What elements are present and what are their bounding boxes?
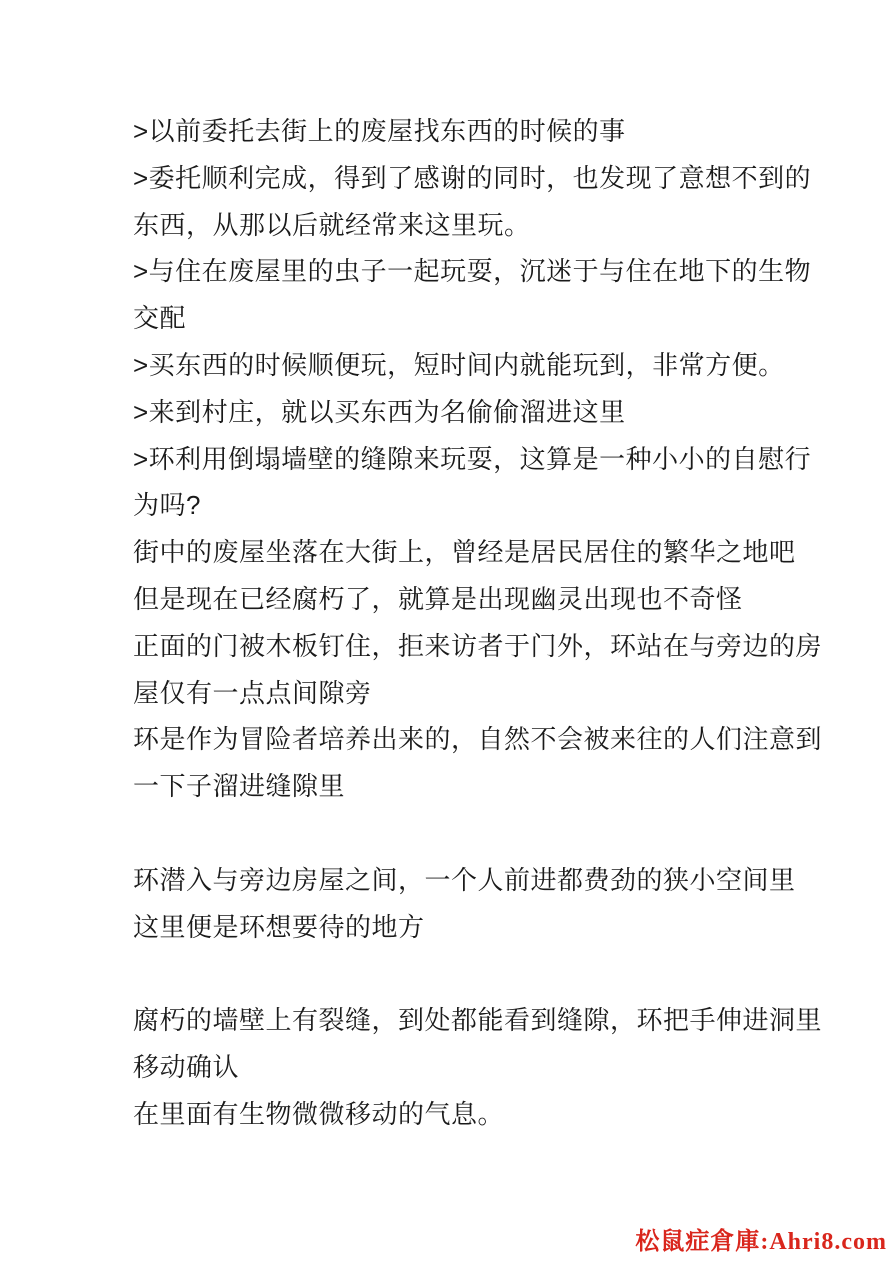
text-line: 环是作为冒险者培养出来的，自然不会被来往的人们注意到	[133, 724, 823, 755]
text-line: 一下子溜进缝隙里	[133, 771, 346, 802]
blank-line	[133, 810, 781, 857]
text-line: >以前委托去街上的废屋找东西的时候的事	[133, 116, 626, 146]
text-line: 在里面有生物微微移动的气息。	[133, 1098, 505, 1129]
text-line: >买东西的时候顺便玩，短时间内就能玩到，非常方便。	[133, 349, 785, 380]
text-line: 东西，从那以后就经常来这里玩。	[133, 209, 531, 240]
text-line: >环利用倒塌墙壁的缝隙来玩耍，这算是一种小小的自慰行	[133, 443, 812, 474]
text-line: 环潜入与旁边房屋之间，一个人前进都费劲的狭小空间里	[133, 864, 796, 895]
text-line: 屋仅有一点点间隙旁	[133, 677, 372, 708]
blank-line	[133, 950, 781, 997]
text-line: 移动确认	[133, 1051, 240, 1082]
text-line: 交配	[133, 303, 187, 334]
text-line: 这里便是环想要待的地方	[133, 911, 425, 942]
text-line: 正面的门被木板钉住，拒来访者于门外，环站在与旁边的房	[133, 630, 823, 661]
site-watermark: 松鼠症倉庫:Ahri8.com	[635, 1229, 887, 1255]
text-line: 为吗?	[133, 490, 201, 521]
text-line: >与住在废屋里的虫子一起玩耍，沉迷于与住在地下的生物	[133, 256, 812, 287]
text-line: 腐朽的墙壁上有裂缝，到处都能看到缝隙，环把手伸进洞里	[133, 1005, 823, 1036]
text-line: 街中的废屋坐落在大街上，曾经是居民居住的繁华之地吧	[133, 537, 796, 568]
text-line: >委托顺利完成，得到了感谢的同时，也发现了意想不到的	[133, 162, 812, 193]
text-lines	[133, 108, 823, 1138]
text-line: >来到村庄，就以买东西为名偷偷溜进这里	[133, 396, 626, 427]
text-line: 但是现在已经腐朽了，就算是出现幽灵出现也不奇怪	[133, 583, 743, 614]
